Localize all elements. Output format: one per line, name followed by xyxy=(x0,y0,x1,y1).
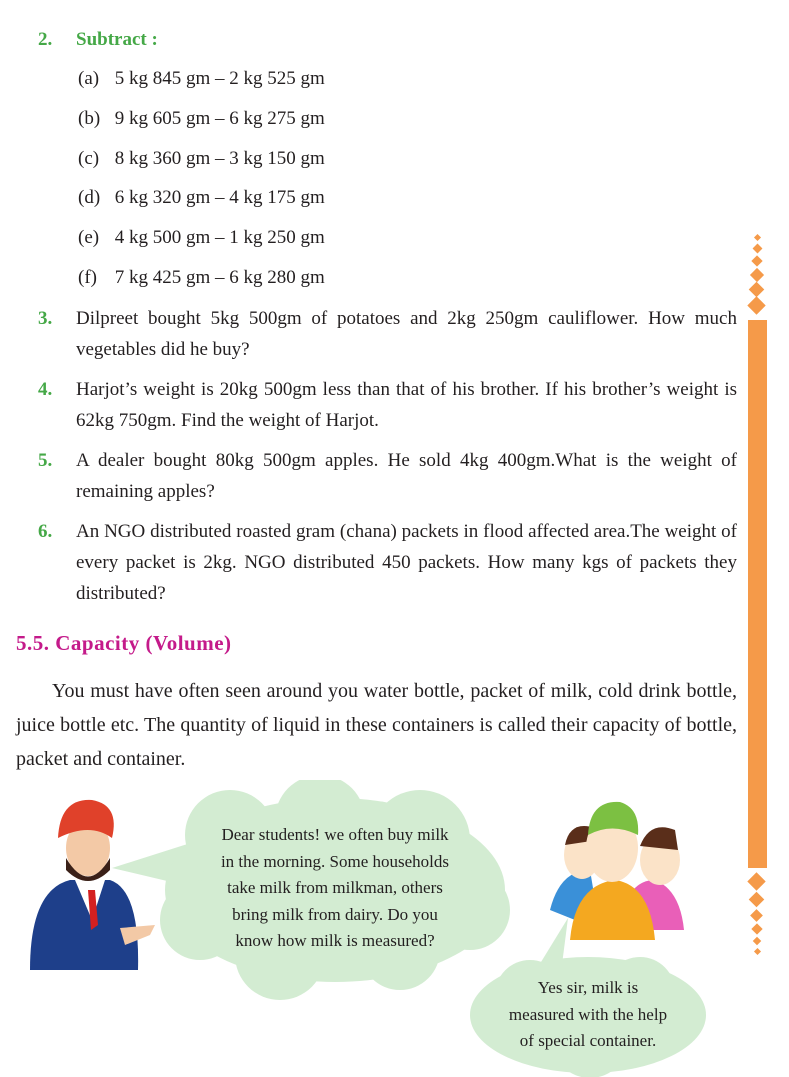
item-text: 5 kg 845 gm – 2 kg 525 gm xyxy=(114,68,325,89)
speech-line: in the morning. Some households xyxy=(220,851,450,871)
diamond-icon xyxy=(753,244,763,254)
item-text: 7 kg 425 gm – 6 kg 280 gm xyxy=(114,267,325,288)
subtract-item xyxy=(78,148,325,170)
item-label: (f) xyxy=(78,267,97,288)
students-figure xyxy=(550,802,684,940)
section-heading: 5.5. Capacity (Volume) xyxy=(16,631,232,655)
question-number: 6. xyxy=(38,521,53,542)
speech-line: measured with the help xyxy=(508,1004,668,1024)
speech-line: Yes sir, milk is xyxy=(537,978,639,997)
speech-line: take milk from milkman, others xyxy=(227,878,443,897)
item-label: (c) xyxy=(78,148,100,169)
question-number: 2. xyxy=(38,29,53,50)
item-text: 8 kg 360 gm – 3 kg 150 gm xyxy=(114,148,325,169)
subtract-item xyxy=(78,267,325,289)
speech-line: Dear students! we often buy milk xyxy=(221,825,449,844)
question-title: Subtract : xyxy=(76,29,158,50)
section-paragraph: You must have often seen around you water bottle, packet of milk, cold drink bottle, juice bottle etc. The quantity of liquid in these containers is called their capacity of bottle, packet and container. xyxy=(16,680,737,770)
diamond-icon xyxy=(749,282,765,298)
diamond-icon xyxy=(750,268,764,282)
question-number: 3. xyxy=(38,308,53,329)
students-speech-text xyxy=(478,975,698,1055)
teacher-figure xyxy=(30,800,155,970)
diamond-icon xyxy=(747,296,765,314)
item-text: 4 kg 500 gm – 1 kg 250 gm xyxy=(114,227,325,248)
teacher-speech-text xyxy=(180,822,490,955)
diamond-icon xyxy=(751,255,762,266)
question-number: 4. xyxy=(38,379,53,400)
question-text: Harjot’s weight is 20kg 500gm less than that of his brother. If his brother’s weight is 62kg 750gm. Find the weight of Harjot. xyxy=(76,379,737,431)
subtract-item xyxy=(78,187,325,209)
speech-line: bring milk from dairy. Do you xyxy=(232,904,438,924)
item-label: (b) xyxy=(78,108,101,129)
subtract-item xyxy=(78,227,325,249)
question-text: Dilpreet bought 5kg 500gm of potatoes and 2kg 250gm cauliflower. How much vegetables did he buy? xyxy=(76,308,737,360)
subtract-item xyxy=(78,108,325,130)
question-text: A dealer bought 80kg 500gm apples. He sold 4kg 400gm.What is the weight of remaining apples? xyxy=(76,450,737,502)
speech-line: of special container. xyxy=(519,1031,657,1050)
speech-line: know how milk is measured? xyxy=(235,931,435,950)
question-number: 5. xyxy=(38,450,53,471)
item-text: 9 kg 605 gm – 6 kg 275 gm xyxy=(114,108,325,129)
item-label: (d) xyxy=(78,187,101,208)
item-label: (e) xyxy=(78,227,100,248)
question-text: An NGO distributed roasted gram (chana) packets in flood affected area.The weight of every packet is 2kg. NGO distributed 450 packets. How many kgs of packets they distributed? xyxy=(76,521,737,604)
diamond-icon xyxy=(754,234,761,241)
item-label: (a) xyxy=(78,68,100,89)
subtract-item xyxy=(78,68,325,90)
item-text: 6 kg 320 gm – 4 kg 175 gm xyxy=(114,187,325,208)
